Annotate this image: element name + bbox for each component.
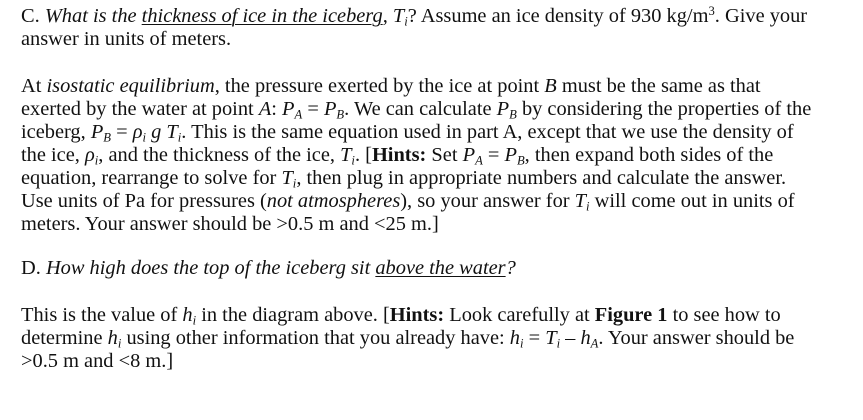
document-page bbox=[21, 5, 856, 373]
text: the ice, bbox=[21, 144, 85, 166]
italic: i bbox=[586, 199, 590, 214]
text: Look carefully at bbox=[444, 304, 595, 326]
italic: B bbox=[509, 107, 517, 122]
line bbox=[21, 98, 856, 121]
text: ), so your answer for bbox=[400, 190, 575, 212]
italic: i bbox=[292, 176, 297, 191]
text: exerted by the water at point bbox=[21, 98, 259, 120]
part-d-hint-paragraph bbox=[21, 304, 856, 373]
italic: B bbox=[103, 130, 112, 145]
italic: ρ bbox=[132, 121, 143, 143]
text: = bbox=[523, 327, 546, 349]
part-c-label: C. bbox=[21, 5, 40, 27]
line: meters. Your answer should be >0.5 m and <25 m.] bbox=[21, 213, 439, 235]
italic: not atmospheres bbox=[266, 190, 401, 212]
line bbox=[21, 121, 856, 144]
text: iceberg, bbox=[21, 121, 91, 143]
text: , the pressure exerted by the ice at point bbox=[214, 75, 545, 97]
text: Use units of Pa for pressures ( bbox=[21, 190, 267, 212]
italic: T bbox=[574, 190, 587, 212]
italic: P bbox=[496, 98, 510, 120]
italic: h bbox=[107, 327, 118, 349]
italic: ρ bbox=[84, 144, 95, 166]
italic: A bbox=[258, 98, 272, 120]
spacer bbox=[21, 236, 856, 257]
text: in the diagram above. [ bbox=[196, 304, 390, 326]
text: , then expand both sides of the bbox=[524, 144, 774, 166]
italic: i bbox=[351, 153, 355, 168]
text: Set bbox=[426, 144, 463, 166]
explanation-paragraph bbox=[21, 75, 856, 236]
text: This is the value of bbox=[21, 304, 183, 326]
hints-label: Hints: bbox=[389, 304, 445, 326]
text: ? bbox=[505, 257, 516, 279]
italic: P bbox=[90, 121, 104, 143]
text: = bbox=[302, 98, 324, 120]
figure-reference: Figure 1 bbox=[594, 304, 668, 326]
text: . [ bbox=[354, 144, 372, 166]
text: = bbox=[482, 144, 505, 166]
line bbox=[21, 257, 856, 280]
italic: T bbox=[340, 144, 352, 166]
italic: A bbox=[590, 336, 599, 351]
line bbox=[21, 167, 856, 190]
italic: i bbox=[556, 336, 561, 351]
italic: T bbox=[281, 167, 293, 189]
text: by considering the properties of the bbox=[516, 98, 812, 120]
italic: h bbox=[509, 327, 520, 349]
italic: h bbox=[182, 304, 193, 326]
text: determine bbox=[21, 327, 108, 349]
italic: P bbox=[462, 144, 476, 166]
italic: i bbox=[177, 130, 182, 145]
text: : bbox=[271, 98, 283, 120]
text: = bbox=[111, 121, 133, 143]
text: , and the thickness of the ice, bbox=[98, 144, 341, 166]
sub: i bbox=[404, 14, 408, 29]
underlined-phrase: above the water bbox=[375, 257, 506, 279]
text: ? Assume an ice density of 930 kg/m bbox=[407, 5, 709, 27]
line bbox=[21, 75, 856, 98]
italic: i bbox=[94, 153, 99, 168]
var: T bbox=[392, 5, 405, 27]
line bbox=[21, 304, 856, 327]
text: . Your answer should be bbox=[598, 327, 795, 349]
italic: i bbox=[520, 336, 524, 351]
text: to see how to bbox=[667, 304, 781, 326]
part-d-label: D. bbox=[21, 257, 41, 279]
spacer bbox=[21, 280, 856, 304]
italic: isostatic equilibrium bbox=[46, 75, 215, 97]
italic: B bbox=[544, 75, 557, 97]
italic: i bbox=[142, 130, 147, 145]
italic: i bbox=[117, 336, 122, 351]
line bbox=[21, 327, 856, 350]
italic: B bbox=[336, 107, 345, 122]
italic: P bbox=[504, 144, 517, 166]
italic: P bbox=[282, 98, 295, 120]
part-c-line-2: answer in units of meters. bbox=[21, 28, 232, 50]
italic: T bbox=[166, 121, 178, 143]
text: , then plug in appropriate numbers and calculate the answer. bbox=[296, 167, 787, 189]
spacer bbox=[21, 51, 856, 75]
part-c-line-1: C. What is the thickness of ice in the iceberg, $T_i$? Assume an ice density of 930 $kg/m^3$. Give your bbox=[21, 4, 808, 29]
sup: 3 bbox=[708, 4, 715, 19]
part-c-question bbox=[21, 5, 856, 51]
text: At bbox=[21, 75, 47, 97]
text: . We can calculate bbox=[344, 98, 497, 120]
line bbox=[21, 190, 856, 213]
italic: T bbox=[545, 327, 557, 349]
italic: A bbox=[294, 107, 303, 122]
line: >0.5 m and <8 m.] bbox=[21, 350, 174, 372]
part-d-question bbox=[21, 257, 856, 280]
text: – bbox=[560, 327, 581, 349]
text: . This is the same equation used in part A, except that we use the density of bbox=[181, 121, 794, 143]
hints-label: Hints: bbox=[371, 144, 427, 166]
italic: P bbox=[323, 98, 337, 120]
text: will come out in units of bbox=[589, 190, 795, 212]
text: How high does the top of the iceberg sit bbox=[45, 257, 376, 279]
text: What is the bbox=[44, 5, 142, 27]
line bbox=[21, 144, 856, 167]
italic: h bbox=[580, 327, 591, 349]
text: equation, rearrange to solve for bbox=[21, 167, 282, 189]
text: must be the same as that bbox=[556, 75, 761, 97]
italic: A bbox=[475, 153, 483, 168]
italic: B bbox=[516, 153, 525, 168]
underlined-phrase: thickness of ice in the iceberg bbox=[141, 5, 383, 27]
text: . Give your bbox=[714, 5, 808, 27]
text: using other information that you already have: bbox=[121, 327, 510, 349]
italic: i bbox=[192, 313, 197, 328]
italic: g bbox=[146, 121, 167, 143]
